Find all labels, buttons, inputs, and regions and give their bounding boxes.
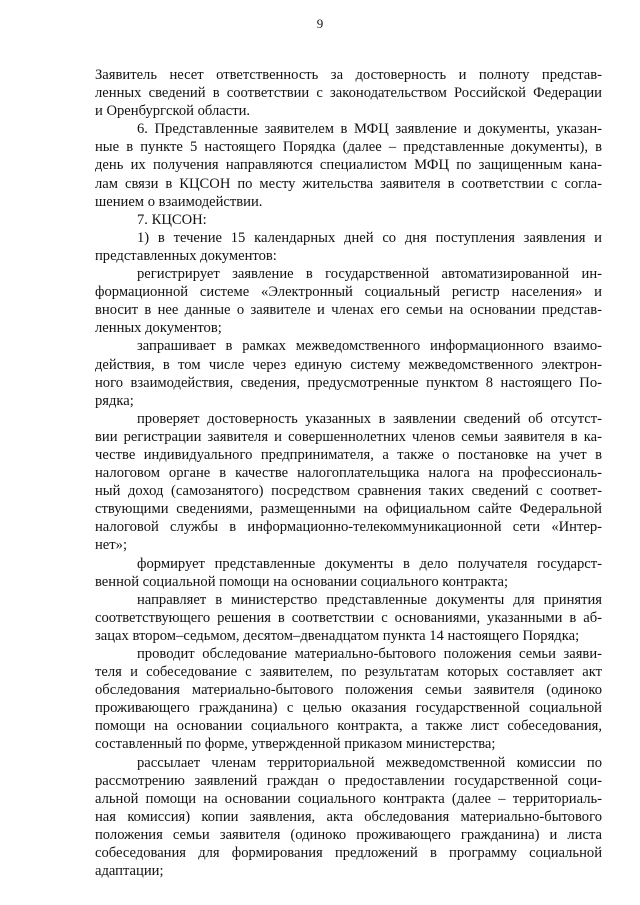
text-line: направляет в министерство представленные документы для принятия <box>137 591 602 608</box>
text-line: рядка; <box>95 392 134 409</box>
text-line: ного взаимодействия, сведения, предусмотренные пунктом 8 настоящего По- <box>95 374 602 391</box>
paragraph <box>95 754 602 881</box>
text-line: и Оренбургской области. <box>95 103 251 120</box>
paragraph <box>95 555 602 591</box>
paragraph <box>95 591 602 645</box>
text-line: проверяет достоверность указанных в заявлении сведений об отсутст- <box>137 410 602 427</box>
paragraph <box>95 66 602 120</box>
text-line: ленных сведений в соответствии с законодательством Российской Федерации <box>95 85 602 102</box>
text-line: ствующими сведениями, размещенными на официальном сайте Федеральной <box>95 501 602 518</box>
paragraph <box>95 229 602 265</box>
text-line: 1) в течение 15 календарных дней со дня поступления заявления и <box>137 229 602 246</box>
text-line: составленный по форме, утвержденной приказом министерства; <box>95 736 496 753</box>
paragraph <box>95 120 602 210</box>
text-line: честве индивидуального предпринимателя, а также о постановке на учет в <box>95 446 602 463</box>
text-line: соответствующего решения в соответствии с основаниями, указанными в аб- <box>95 609 602 626</box>
text-line: рассылает членам территориальной межведомственной комиссии по <box>137 754 602 771</box>
text-line: ный доход (самозанятого) посредством сравнения таких сведений с соответ- <box>95 483 602 500</box>
text-line: альной помощи на основании социального контракта (далее – территориаль- <box>95 790 602 807</box>
text-line: налоговой службы в информационно-телекоммуникационной сети «Интер- <box>95 519 602 536</box>
text-line: представленных документов: <box>95 247 277 264</box>
text-line: вии регистрации заявителя и совершеннолетних членов семьи заявителя в ка- <box>95 428 602 445</box>
paragraph <box>95 645 602 754</box>
paragraph <box>95 410 602 555</box>
text-line: запрашивает в рамках межведомственного информационного взаимо- <box>137 338 602 355</box>
text-line: 6. Представленные заявителем в МФЦ заявление и документы, указан- <box>137 121 602 138</box>
text-line: собеседования для формирования предложений в программу социальной <box>95 845 602 862</box>
paragraph <box>95 265 602 337</box>
text-line: ная комиссия) копии заявления, акта обследования материально-бытового <box>95 808 602 825</box>
text-line: помощи на основании социального контракта, а также лист собеседования, <box>95 718 602 735</box>
text-line: обследования материально-бытового положения семьи заявителя (одиноко <box>95 682 602 699</box>
text-line: формирует представленные документы в дело получателя государст- <box>137 555 602 572</box>
text-line: рассмотрению заявлений граждан о предоставлении государственной соци- <box>95 772 602 789</box>
text-line: налоговом органе в качестве налогоплательщика налога на профессиональ- <box>95 465 602 482</box>
text-line: проживающего гражданина) с целью оказания государственной социальной <box>95 700 602 717</box>
text-line: лам связи в КЦСОН по месту жительства заявителя в соответствии с согла- <box>95 175 602 192</box>
paragraph <box>95 337 602 409</box>
text-line: теля и собеседование с заявителем, по результатам которых составляет акт <box>95 664 602 681</box>
text-line: ленных документов; <box>95 320 222 337</box>
text-line: зацах втором–седьмом, десятом–двенадцатом пункта 14 настоящего Порядка; <box>95 627 580 644</box>
page-number: 9 <box>316 16 324 31</box>
text-line: нет»; <box>95 537 128 554</box>
text-line: положения семьи заявителя (одиноко проживающего гражданина) и листа <box>95 826 602 843</box>
text-line: шением о взаимодействии. <box>95 193 263 210</box>
text-line: формационной системе «Электронный социальный регистр населения» и <box>95 284 602 301</box>
document-body <box>95 66 602 880</box>
text-line: день их получения направляются специалистом МФЦ по защищенным кана- <box>95 157 602 174</box>
text-line: действия, в том числе через единую систему межведомственного электрон- <box>95 356 602 373</box>
text-line: ные в пункте 5 настоящего Порядка (далее – представленные документы), в <box>95 139 602 156</box>
paragraph <box>95 211 602 229</box>
text-line: адаптации; <box>95 863 164 880</box>
text-line: регистрирует заявление в государственной автоматизированной ин- <box>137 266 602 283</box>
text-line: Заявитель несет ответственность за достоверность и полноту представ- <box>95 67 602 83</box>
text-line: 7. КЦСОН: <box>137 211 207 228</box>
text-line: вносит в нее данные о заявителе и членах его семьи на основании представ- <box>95 302 602 319</box>
text-line: проводит обследование материально-бытового положения семьи заяви- <box>137 646 602 662</box>
text-line: венной социальной помощи на основании социального контракта; <box>95 573 509 590</box>
